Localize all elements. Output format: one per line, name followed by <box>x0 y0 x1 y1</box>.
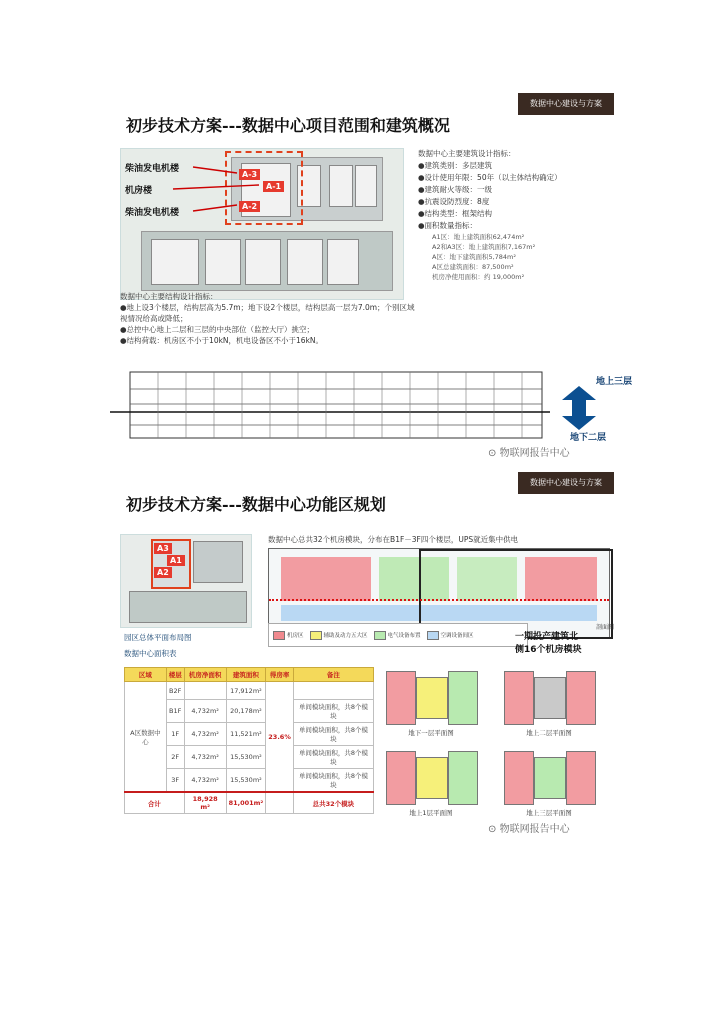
floor-plan-thumbnails <box>380 667 610 827</box>
zone-a3-tag: A-3 <box>239 169 260 180</box>
design-item: ●抗震设防烈度：8度 <box>418 197 490 206</box>
table-row: A区数据中心 B2F 17,912m² 23.6% <box>125 682 374 700</box>
chat-icon: ⊙ <box>488 824 497 835</box>
table-header-row <box>125 668 374 682</box>
label-pointer-arrows <box>121 149 403 299</box>
col-net-area: 机房净面积 <box>184 668 226 682</box>
floor-plan-1f: 地上1层平面图 <box>380 747 482 815</box>
area-item: A1区：地上建筑面积62,474m² <box>432 233 525 241</box>
area-table <box>124 667 374 814</box>
table-total-row: 合计 18,928 m² 81,001m² 总共32个模块 <box>125 792 374 814</box>
design-item: ●设计使用年限：50年（以主体结构确定） <box>418 173 562 182</box>
table-row: B1F 4,732m² 20,178m² 单间模块面积，共8个模块 <box>125 700 374 723</box>
area-item: 机房净使用面积：约 19,000m² <box>432 273 525 281</box>
caption-area-table: 数据中心面积表 <box>124 649 177 658</box>
legend-swatch <box>374 631 386 640</box>
building-section-drawing <box>110 368 550 443</box>
area-item: A区总建筑面积：87,500m² <box>432 263 514 271</box>
col-ratio: 得房率 <box>266 668 294 682</box>
table-row: 3F 4,732m² 15,530m² 单间模块面积，共8个模块 <box>125 769 374 793</box>
floor-plan-b1: 地下一层平面图 <box>380 667 482 735</box>
label-above-ground: 地上三层 <box>596 377 633 387</box>
structure-item: ●地上设3个楼层，结构层高为5.7m；地下设2个楼层，结构层高一层为7.0m；个别区域视情况给高或降低； <box>120 303 415 323</box>
col-region: 区域 <box>125 668 167 682</box>
zone-a3-tag: A3 <box>154 543 172 554</box>
floor-plan-3f: 地上三层平面图 <box>498 747 600 815</box>
design-indicators <box>418 148 608 282</box>
zone-a1-tag: A1 <box>167 555 185 566</box>
slide-functional-zones <box>110 472 615 835</box>
chat-icon: ⊙ <box>488 448 497 459</box>
slide-title: 初步技术方案---数据中心功能区规划 <box>126 495 386 514</box>
region-cell: A区数据中心 <box>125 682 167 793</box>
structure-indicators-title: 数据中心主要结构设计指标： <box>120 292 218 301</box>
watermark: ⊙ 物联网报告中心 <box>488 448 570 459</box>
area-item: A区：地下建筑面积5,784m² <box>432 253 516 261</box>
design-item: ●面积数量指标： <box>418 221 478 230</box>
site-plan-map <box>120 148 404 300</box>
zone-legend <box>268 623 528 647</box>
caption-site-overview: 园区总体平面布局图 <box>124 633 192 642</box>
phase-one-note: 一期投产建筑北 侧16个机房模块 <box>515 632 582 655</box>
ratio-cell: 23.6% <box>266 682 294 793</box>
label-below-ground: 地下二层 <box>570 433 607 443</box>
structure-indicators <box>120 291 416 346</box>
design-item: ●建筑类别：多层建筑 <box>418 161 493 170</box>
label-generator-building-2: 柴油发电机楼 <box>125 208 180 218</box>
legend-item: 电气设备布置 <box>374 631 421 640</box>
legend-item: 辅助及动力五大区 <box>310 631 368 640</box>
design-item: ●结构类型：框架结构 <box>418 209 493 218</box>
structure-item: ●结构荷载：机房区不小于10kN，机电设备区不小于16kN。 <box>120 336 324 345</box>
section-grid <box>110 368 550 443</box>
col-note: 备注 <box>293 668 373 682</box>
area-item: A2和A3区：地上建筑面积7,167m² <box>432 243 536 251</box>
zone-a1-tag: A-1 <box>263 181 284 192</box>
site-overview-map <box>120 534 252 628</box>
structure-item: ●总控中心地上二层和三层的中央部位（监控大厅）挑空； <box>120 325 315 334</box>
design-indicators-title: 数据中心主要建筑设计指标： <box>418 149 516 158</box>
zone-a2-tag: A2 <box>154 567 172 578</box>
up-down-arrow-icon <box>562 386 596 430</box>
module-summary-note: 数据中心总共32个机房模块，分布在B1F－3F四个楼层，UPS就近集中供电 <box>268 535 519 544</box>
col-floor: 楼层 <box>166 668 184 682</box>
legend-swatch <box>427 631 439 640</box>
machine-room-zone <box>281 557 371 601</box>
legend-item: 机房区 <box>273 631 304 640</box>
legend-swatch <box>310 631 322 640</box>
label-machine-room-building: 机房楼 <box>125 186 153 196</box>
legend-swatch <box>273 631 285 640</box>
section-badge: 数据中心建设与方案 <box>518 93 614 115</box>
side-section-label: 剖面图 <box>596 624 615 631</box>
label-generator-building-1: 柴油发电机楼 <box>125 164 180 174</box>
legend-item: 空调设备间区 <box>427 631 474 640</box>
watermark: ⊙ 物联网报告中心 <box>488 824 570 835</box>
section-cut-line <box>269 599 609 601</box>
table-row: 1F 4,732m² 11,521m² 单间模块面积，共8个模块 <box>125 723 374 746</box>
slide-title: 初步技术方案---数据中心项目范围和建筑概况 <box>126 116 450 135</box>
floor-plan-2f: 地上二层平面图 <box>498 667 600 735</box>
col-gross-area: 建筑面积 <box>226 668 266 682</box>
section-badge: 数据中心建设与方案 <box>518 472 614 494</box>
table-row: 2F 4,732m² 15,530m² 单间模块面积，共8个模块 <box>125 746 374 769</box>
design-item: ●建筑耐火等级：一级 <box>418 185 493 194</box>
zone-a2-tag: A-2 <box>239 201 260 212</box>
slide-building-overview <box>110 93 633 459</box>
